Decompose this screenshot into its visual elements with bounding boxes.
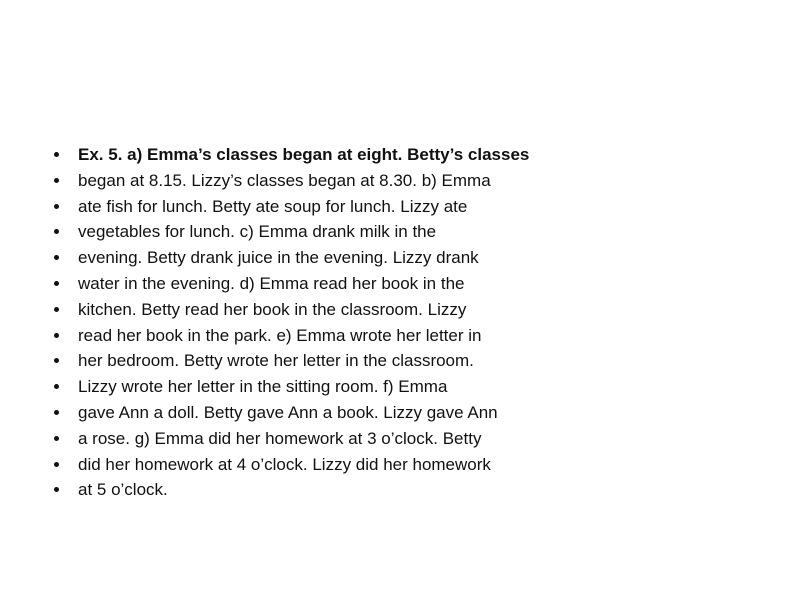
bullet-text: gave Ann a doll. Betty gave Ann a book. Lizzy gave Ann [78, 402, 498, 422]
bullet-line [48, 297, 529, 323]
bullet-line [48, 245, 529, 271]
bullet-line [48, 374, 529, 400]
bullet-dot-icon [54, 307, 59, 312]
bullet-dot-icon [54, 436, 59, 441]
bullet-text: Lizzy wrote her letter in the sitting room. f) Emma [78, 377, 448, 397]
bullet-text: ate fish for lunch. Betty ate soup for lunch. Lizzy ate [78, 196, 468, 216]
bullet-dot-icon [54, 281, 59, 286]
bullet-text: water in the evening. d) Emma read her book in the [78, 273, 465, 293]
bullet-dot-icon [54, 462, 59, 467]
bullet-dot-icon [54, 358, 59, 363]
bullet-dot-icon [54, 178, 59, 183]
bullet-text: her bedroom. Betty wrote her letter in the classroom. [78, 351, 474, 371]
bullet-text: Ex. 5. a) Emma’s classes began at eight. Betty’s classes [78, 145, 530, 164]
bullet-line [48, 426, 529, 452]
bullet-line [48, 477, 529, 503]
bullet-line [48, 219, 529, 245]
bullet-dot-icon [54, 204, 59, 209]
bullet-line [48, 168, 529, 194]
bullet-text: at 5 o’clock. [78, 480, 168, 500]
bullet-text: began at 8.15. Lizzy’s classes began at 8.30. b) Emma [78, 170, 491, 190]
bullet-dot-icon [54, 229, 59, 234]
bullet-dot-icon [54, 152, 59, 157]
bullet-line [48, 348, 529, 374]
bullet-text: evening. Betty drank juice in the evening. Lizzy drank [78, 248, 479, 268]
bullet-text: a rose. g) Emma did her homework at 3 o’clock. Betty [78, 428, 482, 448]
bullet-dot-icon [54, 410, 59, 415]
bullet-line [48, 452, 529, 478]
bullet-line [48, 271, 529, 297]
bullet-line [48, 142, 529, 168]
bullet-list [48, 142, 529, 503]
bullet-text: vegetables for lunch. c) Emma drank milk in the [78, 222, 437, 242]
bullet-text: read her book in the park. e) Emma wrote her letter in [78, 325, 482, 345]
bullet-dot-icon [54, 384, 59, 389]
bullet-dot-icon [54, 333, 59, 338]
bullet-text: kitchen. Betty read her book in the classroom. Lizzy [78, 299, 467, 319]
bullet-line [48, 400, 529, 426]
bullet-dot-icon [54, 255, 59, 260]
bullet-dot-icon [54, 487, 59, 492]
bullet-text: did her homework at 4 o’clock. Lizzy did her homework [78, 454, 491, 474]
bullet-line [48, 323, 529, 349]
bullet-line [48, 194, 529, 220]
